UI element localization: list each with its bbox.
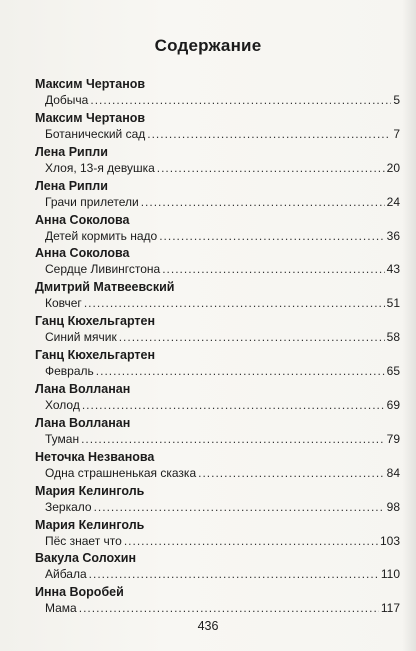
toc-story-row [45,600,400,616]
toc-entry [35,450,400,484]
toc-story-title: Холод [45,398,80,413]
toc-story-title: Одна страшненькая сказка [45,465,197,480]
toc-author: Дмитрий Матвеевский [35,280,175,295]
toc-page-number: 7 [393,126,400,141]
toc-page-number: 84 [386,465,400,480]
toc-author: Вакула Солохин [35,551,137,566]
toc-dot-leader [198,465,385,481]
toc-page-number: 103 [379,533,400,548]
toc-story-row [45,160,400,176]
toc-author: Неточка Незванова [35,449,155,464]
toc-entry [35,179,400,213]
toc-story-title: Синий мячик [45,330,117,345]
toc-entry [35,484,400,518]
table-of-contents [35,77,400,619]
toc-dot-leader [90,92,391,108]
toc-story-row [45,397,400,413]
toc-dot-leader [84,295,385,311]
toc-page-number: 36 [386,228,400,243]
toc-author: Лана Волланан [35,382,131,397]
toc-dot-leader [94,499,385,515]
toc-story-title: Детей кормить надо [45,228,158,243]
toc-story-row [45,465,400,481]
toc-story-title: Пёс знает что [45,533,122,548]
page-title: Содержание [154,36,262,55]
toc-dot-leader [124,533,378,549]
toc-story-title: Ковчег [45,296,82,311]
toc-author: Инна Воробей [35,585,124,600]
toc-author: Максим Чертанов [35,77,146,91]
toc-page-number: 58 [386,330,400,345]
toc-entry [35,382,400,416]
toc-entry [35,518,400,552]
toc-entry [35,145,400,179]
toc-story-title: Мама [45,601,77,616]
toc-page-number: 65 [386,364,400,379]
toc-entry [35,551,400,585]
toc-page-number: 43 [386,262,400,277]
toc-story-title: Грачи прилетели [45,194,139,209]
toc-page-number: 24 [386,194,400,209]
toc-entry [35,314,400,348]
toc-story-row [45,329,400,345]
toc-author: Мария Келинголь [35,517,145,532]
toc-page-number: 51 [386,296,400,311]
toc-author: Ганц Кюхельгартен [35,348,156,363]
toc-page-number: 79 [386,431,400,446]
toc-entry [35,213,400,247]
toc-author: Лена Рипли [35,178,108,193]
toc-author: Лена Рипли [35,144,108,159]
toc-story-title: Февраль [45,364,94,379]
toc-story-title: Ботанический сад [45,126,146,141]
toc-dot-leader [81,431,385,447]
toc-dot-leader [89,566,379,582]
toc-dot-leader [119,329,385,345]
toc-page-number: 69 [386,398,400,413]
toc-entry [35,77,400,111]
toc-dot-leader [96,363,385,379]
toc-story-row [45,228,400,244]
toc-author: Лана Волланан [35,415,131,430]
toc-dot-leader [82,397,385,413]
toc-story-title: Хлоя, 13-я девушка [45,160,155,175]
toc-entry [35,280,400,314]
page-number: 436 [197,619,219,633]
toc-page-number: 110 [380,567,400,582]
toc-entry [35,416,400,450]
toc-author: Мария Келинголь [35,483,145,498]
page-edge-shadow [402,0,416,651]
toc-author: Максим Чертанов [35,110,146,125]
toc-author: Ганц Кюхельгартен [35,314,156,329]
toc-story-row [45,92,400,108]
toc-page-number: 98 [386,499,400,514]
toc-entry [35,348,400,382]
toc-story-row [45,363,400,379]
toc-entry [35,111,400,145]
toc-story-title: Сердце Ливингстона [45,262,161,277]
toc-story-title: Туман [45,431,80,446]
toc-author: Анна Соколова [35,212,130,227]
toc-author: Анна Соколова [35,246,130,261]
toc-story-title: Добыча [45,93,89,107]
toc-story-title: Айбала [45,567,87,582]
toc-story-row [45,499,400,515]
toc-dot-leader [162,261,384,277]
toc-story-row [45,295,400,311]
toc-page-number: 117 [380,601,400,616]
toc-dot-leader [147,126,391,142]
toc-dot-leader [79,600,379,616]
toc-dot-leader [157,160,385,176]
toc-story-row [45,533,400,549]
toc-page-number: 20 [386,160,400,175]
toc-story-row [45,126,400,142]
toc-dot-leader [141,194,385,210]
toc-story-row [45,261,400,277]
toc-story-row [45,566,400,582]
toc-story-title: Зеркало [45,499,92,514]
toc-entry [35,246,400,280]
toc-dot-leader [159,228,384,244]
toc-page-number: 5 [393,93,400,107]
toc-story-row [45,431,400,447]
toc-entry [35,585,400,619]
toc-story-row [45,194,400,210]
